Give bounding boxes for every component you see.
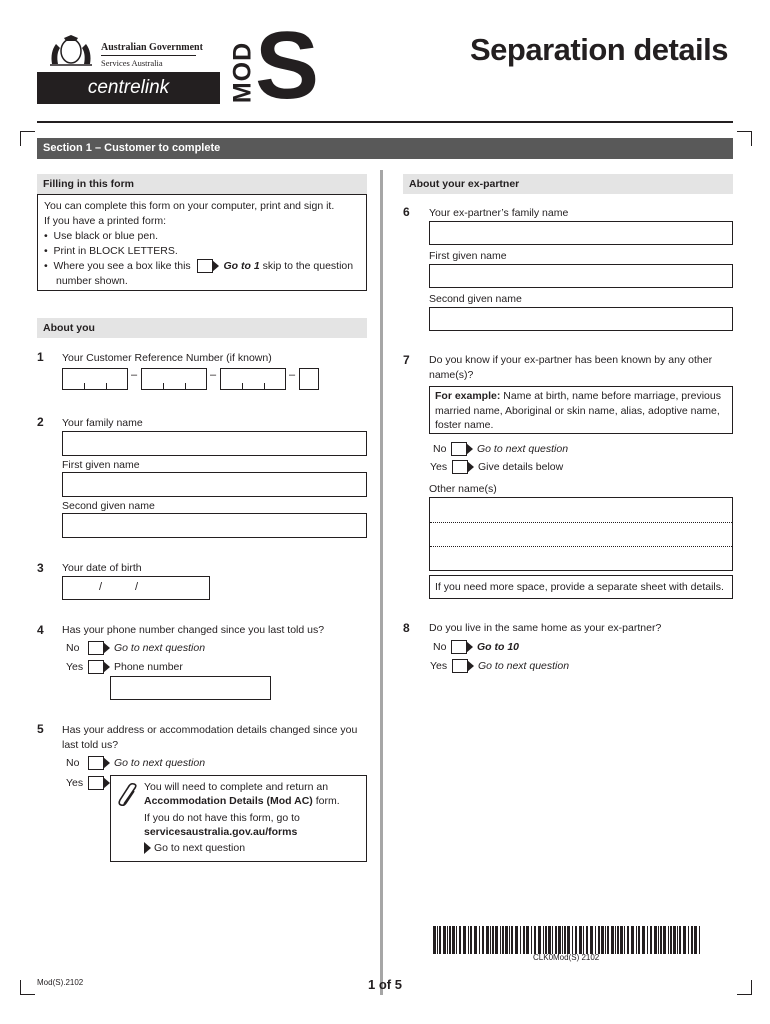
family-name-field[interactable] xyxy=(62,431,367,456)
form-code: Mod(S).2102 xyxy=(37,978,84,987)
centrelink-logo xyxy=(37,72,220,104)
q5-number: 5 xyxy=(37,722,44,736)
filling-instructions xyxy=(37,194,367,291)
q7-text: Do you know if your ex-partner has been known by any other name(s)? xyxy=(429,354,713,381)
q8-no-option[interactable]: No Go to 10 xyxy=(433,641,520,653)
paperclip-icon xyxy=(117,782,141,808)
crn-field-3[interactable] xyxy=(220,368,286,390)
checkbox-arrow-icon[interactable] xyxy=(88,660,104,674)
phone-number-field[interactable] xyxy=(110,676,271,700)
q5-no-option[interactable]: No Go to next question xyxy=(66,757,206,769)
note-line: If you do not have this form, go to xyxy=(144,812,300,824)
mod-letter: S xyxy=(255,12,320,119)
q8-yes-option[interactable]: Yes Go to next question xyxy=(430,660,570,672)
date-of-birth-field[interactable] xyxy=(62,576,210,600)
note-line: Accommodation Details (Mod AC) form. xyxy=(144,795,340,807)
ex-second-name-label: Second given name xyxy=(429,293,522,305)
crn-field-4[interactable] xyxy=(299,368,319,390)
checkbox-arrow-icon[interactable] xyxy=(88,641,104,655)
q4-text: Has your phone number changed since you last told us? xyxy=(62,624,325,636)
arrow-icon xyxy=(144,842,151,854)
q3-text: Your date of birth xyxy=(62,562,142,574)
barcode xyxy=(433,926,703,954)
ex-partner-heading: About your ex-partner xyxy=(403,174,733,194)
header-rule xyxy=(37,121,733,123)
checkbox-arrow-icon[interactable] xyxy=(88,776,104,790)
q4-no-option[interactable]: No Go to next question xyxy=(66,642,206,654)
about-you-heading: About you xyxy=(37,318,367,338)
q7-example: For example: Name at birth, name before marriage, previous married name, Aboriginal or skin name, alias, adoptive name, foster name. xyxy=(429,386,733,434)
q7-number: 7 xyxy=(403,353,410,367)
date-separator: / xyxy=(99,581,103,593)
other-names-field[interactable] xyxy=(429,497,733,571)
crn-field-2[interactable] xyxy=(141,368,207,390)
q6-number: 6 xyxy=(403,205,410,219)
checkbox-arrow-icon[interactable] xyxy=(451,442,467,456)
crop-mark xyxy=(737,980,752,995)
q2-number: 2 xyxy=(37,415,44,429)
q6-text: Your ex-partner’s family name xyxy=(429,207,569,219)
instruction-bullet: • Print in BLOCK LETTERS. xyxy=(44,245,178,257)
crop-mark xyxy=(20,980,35,995)
checkbox-arrow-icon[interactable] xyxy=(88,756,104,770)
q7-yes-option[interactable]: Yes Give details below xyxy=(430,461,564,473)
ex-family-name-field[interactable] xyxy=(429,221,733,245)
q5-text: Has your address or accommodation details changed since you last told us? xyxy=(62,724,358,751)
crn-field-1[interactable] xyxy=(62,368,128,390)
instruction-line: You can complete this form on your computer, print and sign it. xyxy=(44,200,335,212)
second-name-field[interactable] xyxy=(62,513,367,538)
q1-text: Your Customer Reference Number (if known) xyxy=(62,352,272,364)
brand-name: centrelink xyxy=(87,77,170,98)
page-number: 1 of 5 xyxy=(368,977,402,992)
mod-ac-note xyxy=(110,775,367,862)
instruction-line: number shown. xyxy=(56,275,128,287)
filling-heading: Filling in this form xyxy=(37,174,367,194)
instruction-bullet: • Use black or blue pen. xyxy=(44,230,158,242)
checkbox-arrow-icon[interactable] xyxy=(452,460,468,474)
gov-line2: Services Australia xyxy=(101,58,163,68)
gov-line1: Australian Government xyxy=(101,42,203,53)
q4-number: 4 xyxy=(37,623,44,637)
column-divider xyxy=(380,170,383,995)
q8-number: 8 xyxy=(403,621,410,635)
crop-mark xyxy=(20,131,35,146)
other-names-label: Other name(s) xyxy=(429,483,497,495)
note-goto: Go to next question xyxy=(144,841,340,855)
q1-number: 1 xyxy=(37,350,44,364)
checkbox-arrow-icon[interactable] xyxy=(452,659,468,673)
crop-mark xyxy=(737,131,752,146)
arrow-box-icon xyxy=(197,259,213,273)
q7-no-option[interactable]: No Go to next question xyxy=(433,443,569,455)
instruction-bullet: • Where you see a box like this Go to 1 skip to the question xyxy=(44,260,354,272)
note-line: You will need to complete and return an xyxy=(144,781,329,793)
date-separator: / xyxy=(135,581,139,593)
q8-text: Do you live in the same home as your ex-partner? xyxy=(429,622,662,634)
more-space-note: If you need more space, provide a separate sheet with details. xyxy=(429,575,733,599)
forms-link[interactable]: servicesaustralia.gov.au/forms xyxy=(144,826,298,838)
q3-number: 3 xyxy=(37,561,44,575)
mod-label: MOD xyxy=(228,41,257,104)
crn-dash: – xyxy=(289,369,296,381)
gov-divider xyxy=(101,55,196,56)
page-title: Separation details xyxy=(470,32,729,67)
barcode-text: CLK0Mod(S) 2102 xyxy=(533,953,600,962)
q2-text: Your family name xyxy=(62,417,143,429)
first-name-field[interactable] xyxy=(62,472,367,497)
ex-second-name-field[interactable] xyxy=(429,307,733,331)
second-name-label: Second given name xyxy=(62,500,155,512)
ex-first-name-label: First given name xyxy=(429,250,507,262)
instruction-line: If you have a printed form: xyxy=(44,215,166,227)
coat-of-arms-icon xyxy=(46,34,96,68)
crn-dash: – xyxy=(210,369,217,381)
q4-yes-option[interactable]: Yes Phone number xyxy=(66,661,183,673)
crn-dash: – xyxy=(131,369,138,381)
ex-first-name-field[interactable] xyxy=(429,264,733,288)
q5-yes-option[interactable]: Yes xyxy=(66,775,104,791)
section-1-bar: Section 1 – Customer to complete xyxy=(37,138,733,159)
first-name-label: First given name xyxy=(62,459,140,471)
checkbox-arrow-icon[interactable] xyxy=(451,640,467,654)
